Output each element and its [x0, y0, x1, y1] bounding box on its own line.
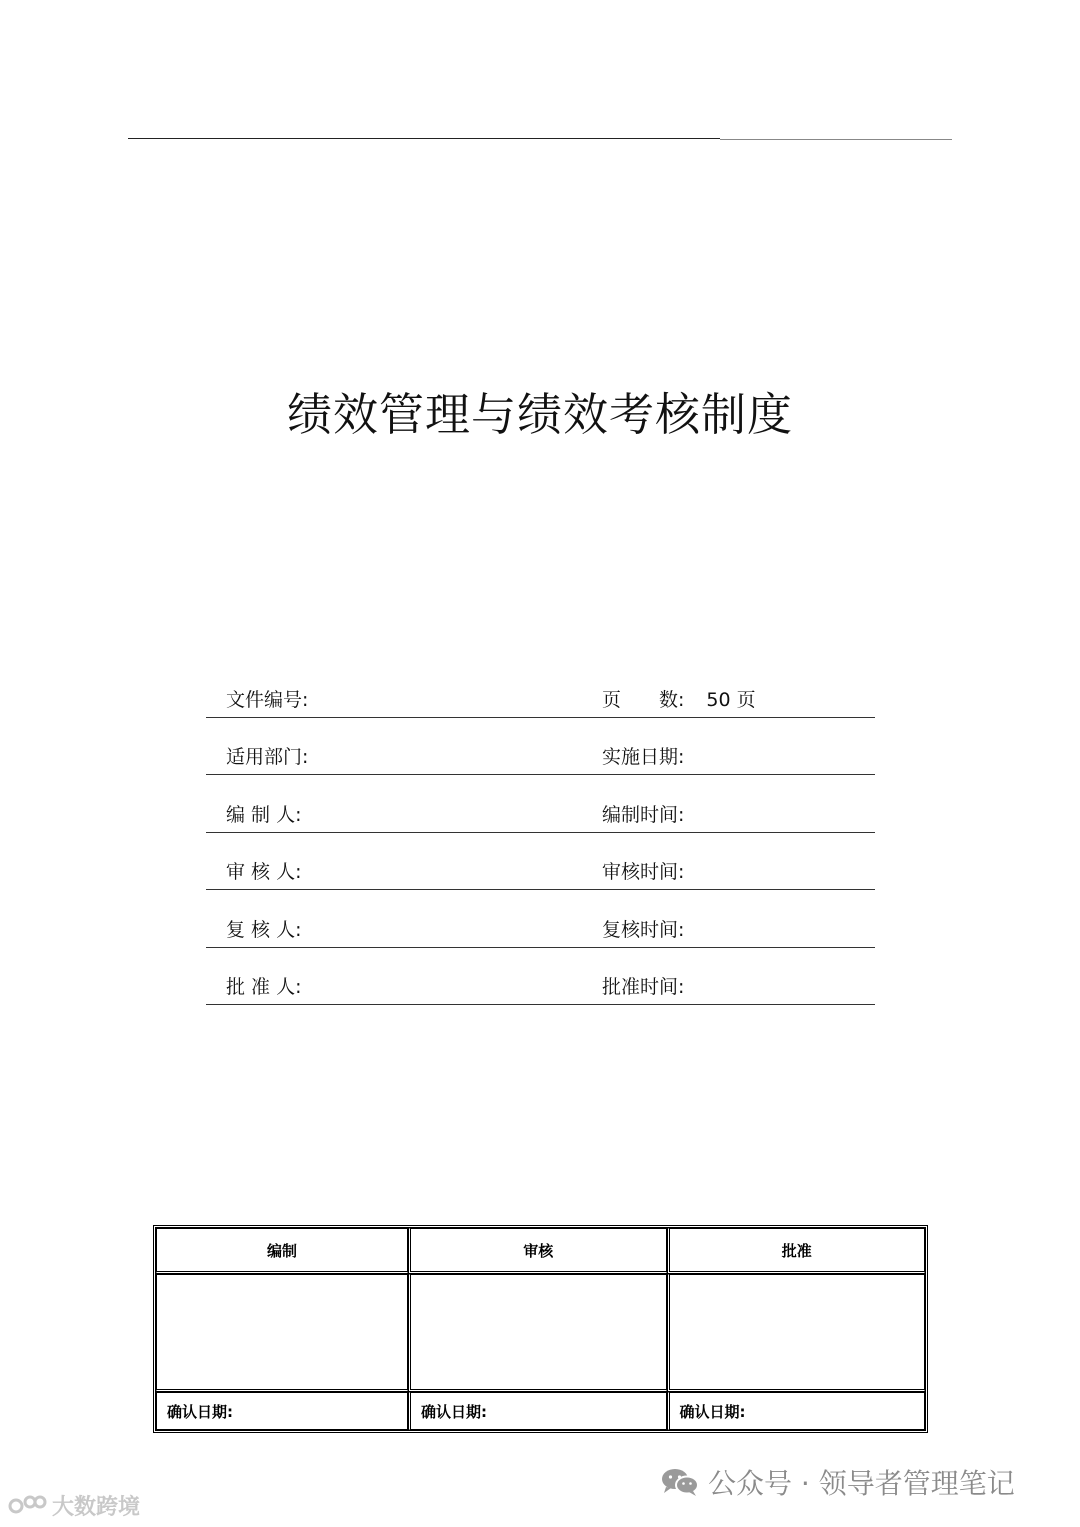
wechat-icon: [660, 1466, 700, 1498]
info-row-department: [206, 718, 875, 776]
page-count-field: [602, 685, 756, 712]
confirm-date-compile: 确认日期:: [156, 1392, 408, 1430]
header-review: 审核: [408, 1228, 666, 1274]
file-number-label: 文件编号:: [226, 688, 309, 711]
info-row-file-number: [206, 660, 875, 718]
info-row-compiler: [206, 775, 875, 833]
info-row-reviewer: [206, 833, 875, 891]
reviewer-label: 审 核 人:: [226, 861, 302, 883]
document-title: 绩效管理与绩效考核制度: [286, 388, 793, 441]
department-label: 适用部门:: [226, 746, 309, 768]
header-rule: [128, 138, 720, 139]
watermark-left-text: 大数跨境: [52, 1495, 141, 1520]
page-count-value: 50 页: [706, 688, 756, 711]
signature-row: [156, 1274, 925, 1392]
review-time-label: 审核时间:: [602, 861, 685, 883]
approval-table-header-row: [156, 1228, 925, 1274]
info-row-approver: [206, 948, 875, 1006]
compile-time-label: 编制时间:: [602, 803, 685, 826]
watermark-right-text: 公众号 · 领导者管理笔记: [708, 1467, 1015, 1500]
header-compile: 编制: [156, 1228, 408, 1274]
confirm-date-approve: 确认日期:: [667, 1392, 926, 1430]
header-rule-extension: [720, 139, 952, 140]
logo-icon: [8, 1494, 48, 1518]
confirm-date-review: 确认日期:: [408, 1392, 666, 1430]
approval-table: [153, 1225, 928, 1433]
rechecker-label: 复 核 人:: [226, 918, 302, 941]
signature-cell-approve: [667, 1274, 926, 1392]
header-approve: 批准: [667, 1228, 926, 1274]
watermark-right: [660, 1462, 1015, 1502]
document-info-block: [206, 660, 875, 1005]
signature-cell-compile: [156, 1274, 408, 1392]
recheck-time-label: 复核时间:: [602, 918, 685, 941]
signature-cell-review: [408, 1274, 666, 1392]
page-count-label: 页 数:: [602, 688, 685, 711]
approval-time-label: 批准时间:: [602, 976, 685, 998]
watermark-left: [8, 1490, 140, 1521]
approver-label: 批 准 人:: [226, 976, 302, 998]
compiler-label: 编 制 人:: [226, 803, 302, 826]
effective-date-label: 实施日期:: [602, 746, 685, 768]
info-row-rechecker: [206, 890, 875, 948]
confirm-date-row: [156, 1392, 925, 1430]
